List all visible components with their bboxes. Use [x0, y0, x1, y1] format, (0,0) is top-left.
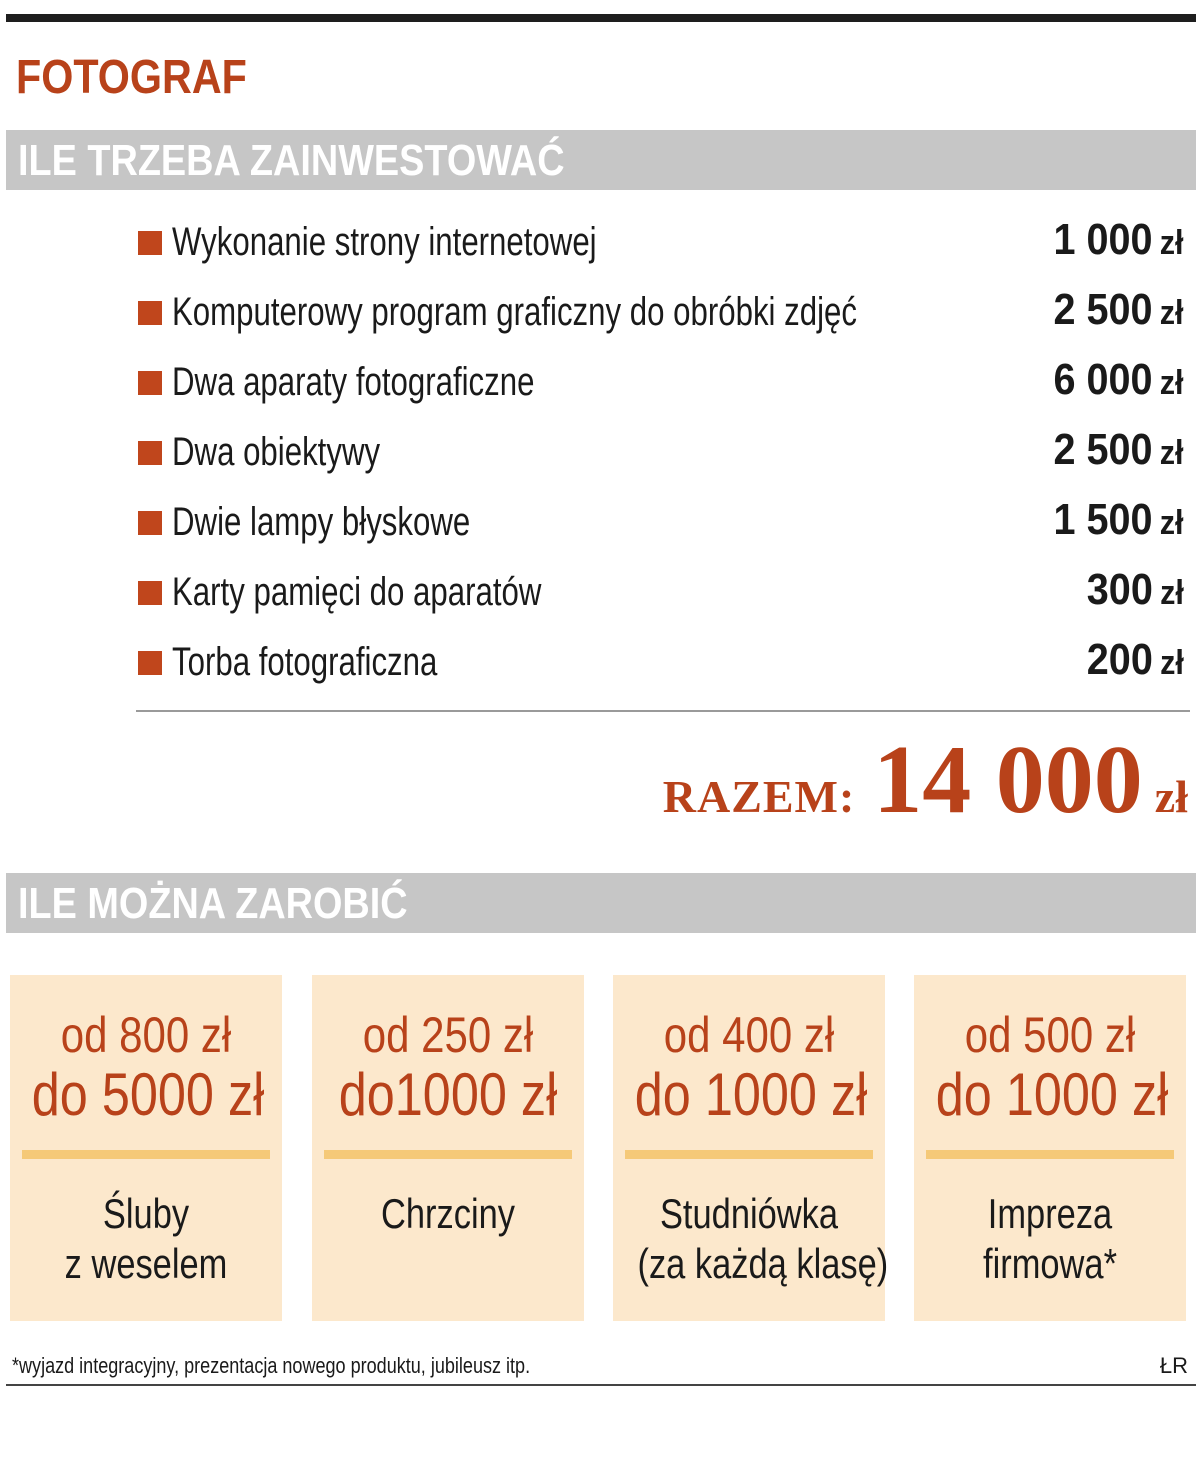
- item-amount: [1087, 632, 1184, 691]
- item-amount: [1054, 352, 1184, 411]
- earnings-cards: [10, 975, 1190, 1321]
- item-label: Torba fotograficzna: [172, 640, 438, 684]
- range-from: od 500 zł: [964, 1007, 1136, 1063]
- earning-card: [10, 975, 282, 1321]
- card-divider: [926, 1150, 1174, 1159]
- list-item: [136, 206, 1190, 276]
- list-item: [136, 556, 1190, 626]
- list-item: [136, 626, 1190, 696]
- amount-currency: zł: [1160, 504, 1184, 542]
- event-line-2: z weselem: [64, 1240, 228, 1287]
- item-label: Komputerowy program graficzny do obróbki zdjęć: [172, 290, 857, 334]
- amount-value: 1 500: [1053, 495, 1153, 544]
- earn-section-header: [6, 873, 1196, 933]
- item-label: Dwa aparaty fotograficzne: [172, 360, 535, 404]
- footnote: *wyjazd integracyjny, prezentacja nowego produktu, jubileusz itp.: [12, 1353, 531, 1378]
- item-label: Dwie lampy błyskowe: [172, 500, 471, 544]
- earning-card: [613, 975, 889, 1321]
- list-item: [136, 416, 1190, 486]
- event-line-1: Impreza: [987, 1190, 1113, 1237]
- total-row: [663, 724, 1188, 836]
- earn-section-title: ILE MOŻNA ZAROBIĆ: [18, 879, 408, 928]
- invest-section-title: ILE TRZEBA ZAINWESTOWAĆ: [18, 136, 565, 185]
- event-name: [34, 1189, 257, 1289]
- event-line-2: (za każdą klasę): [637, 1240, 889, 1287]
- card-divider: [22, 1150, 270, 1159]
- item-label: Dwa obiektywy: [172, 430, 381, 474]
- range-from: od 250 zł: [362, 1007, 534, 1063]
- amount-value: 2 500: [1053, 425, 1153, 474]
- range-to: do 5000 zł: [31, 1061, 265, 1128]
- amount-value: 6 000: [1053, 355, 1153, 404]
- event-line-1: Studniówka: [659, 1190, 839, 1237]
- total-label: RAZEM:: [662, 771, 856, 822]
- top-rule: [6, 14, 1196, 22]
- event-name: [938, 1189, 1161, 1289]
- item-amount: [1054, 282, 1184, 341]
- earning-card: [914, 975, 1186, 1321]
- square-bullet-icon: [138, 651, 162, 675]
- range-to: do1000 zł: [338, 1061, 558, 1128]
- earning-card: [312, 975, 584, 1321]
- author-credit: ŁR: [1159, 1353, 1188, 1378]
- total-value: 14 000: [873, 726, 1143, 834]
- page-title: FOTOGRAF: [16, 51, 247, 104]
- range-to: do 1000 zł: [935, 1061, 1169, 1128]
- event-line-1: Chrzciny: [381, 1190, 515, 1237]
- square-bullet-icon: [138, 511, 162, 535]
- list-item: [136, 486, 1190, 556]
- range-from: od 400 zł: [663, 1007, 835, 1063]
- square-bullet-icon: [138, 231, 162, 255]
- amount-value: 200: [1086, 635, 1153, 684]
- amount-currency: zł: [1160, 364, 1184, 402]
- event-line-1: Śluby: [102, 1190, 190, 1237]
- event-line-2: firmowa*: [983, 1240, 1117, 1287]
- item-amount: [1054, 212, 1184, 271]
- card-divider: [324, 1150, 572, 1159]
- amount-currency: zł: [1160, 434, 1184, 472]
- item-amount: [1087, 562, 1184, 621]
- amount-currency: zł: [1160, 574, 1184, 612]
- event-name: [637, 1189, 889, 1289]
- item-label: Karty pamięci do aparatów: [172, 570, 542, 614]
- square-bullet-icon: [138, 371, 162, 395]
- amount-currency: zł: [1160, 644, 1184, 682]
- amount-value: 2 500: [1053, 285, 1153, 334]
- event-name: [336, 1189, 559, 1239]
- amount-currency: zł: [1160, 294, 1184, 332]
- square-bullet-icon: [138, 581, 162, 605]
- amount-value: 1 000: [1053, 215, 1153, 264]
- invest-section-header: [6, 130, 1196, 190]
- item-amount: [1054, 422, 1184, 481]
- item-label: Wykonanie strony internetowej: [172, 220, 597, 264]
- bottom-rule: [6, 1384, 1196, 1386]
- invest-items-list: [136, 206, 1190, 696]
- total-currency: zł: [1154, 771, 1188, 822]
- amount-value: 300: [1086, 565, 1153, 614]
- range-from: od 800 zł: [60, 1007, 232, 1063]
- list-item: [136, 276, 1190, 346]
- sum-divider: [136, 710, 1190, 712]
- item-amount: [1054, 492, 1184, 551]
- card-divider: [625, 1150, 873, 1159]
- list-item: [136, 346, 1190, 416]
- amount-currency: zł: [1160, 224, 1184, 262]
- square-bullet-icon: [138, 441, 162, 465]
- range-to: do 1000 zł: [634, 1061, 868, 1128]
- square-bullet-icon: [138, 301, 162, 325]
